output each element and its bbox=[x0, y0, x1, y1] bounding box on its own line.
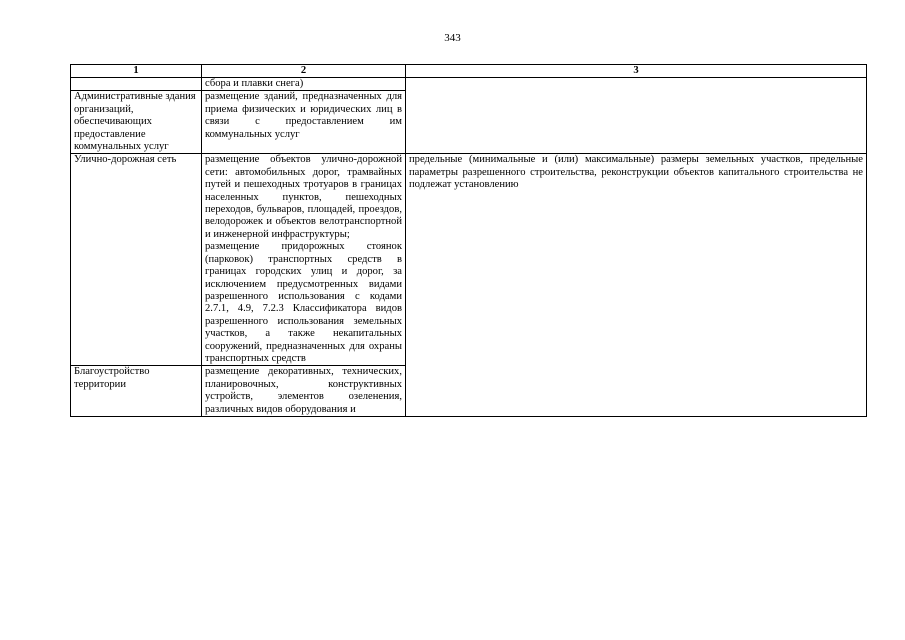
description-paragraph: размещение придорожных стоянок (парковок) транспортных средств в границах городских улиц и дорог, за исключением предусмотренных видами разрешенного использования с кодами 2.7.1, 4.9, 7.2.3 Классификатора видов разрешенного использования земельных участков, а также некапитальных сооружений, предназначенных для охраны транспортных средств bbox=[205, 241, 402, 364]
parameters-cell bbox=[406, 78, 867, 154]
parameters-cell: предельные (минимальные и (или) максимальные) размеры земельных участков, предельные параметры разрешенного строительства, реконструкции объектов капитального строительства не подлежат установлению bbox=[406, 154, 867, 417]
land-use-name: Административные здания организаций, обеспечивающих предоставление коммунальных услуг bbox=[71, 91, 202, 154]
land-use-name bbox=[71, 78, 202, 91]
column-header-3: 3 bbox=[406, 65, 867, 78]
land-use-name: Благоустройство территории bbox=[71, 366, 202, 417]
table-row bbox=[71, 154, 867, 366]
table-header-row bbox=[71, 65, 867, 78]
table-row bbox=[71, 78, 867, 91]
description-paragraph: размещение зданий, предназначенных для приема физических и юридических лиц в связи с предоставлением им коммунальных услуг bbox=[205, 91, 402, 140]
land-use-description bbox=[202, 154, 406, 366]
description-paragraph: размещение объектов улично-дорожной сети: автомобильных дорог, трамвайных путей и пешеходных тротуаров в границах населенных пунктов, пешеходных переходов, бульваров, площадей, проездов, велодорожек и объектов велотранспортной и инженерной инфраструктуры; bbox=[205, 154, 402, 240]
page-number: 343 bbox=[444, 32, 461, 44]
land-use-name: Улично-дорожная сеть bbox=[71, 154, 202, 366]
zoning-table bbox=[70, 64, 867, 417]
column-header-1: 1 bbox=[71, 65, 202, 78]
description-paragraph: сбора и плавки снега) bbox=[205, 78, 304, 89]
column-header-2: 2 bbox=[202, 65, 406, 78]
land-use-description bbox=[202, 366, 406, 417]
land-use-description bbox=[202, 78, 406, 91]
land-use-description bbox=[202, 91, 406, 154]
description-paragraph: размещение декоративных, технических, планировочных, конструктивных устройств, элементов озеленения, различных видов оборудования и bbox=[205, 366, 402, 415]
